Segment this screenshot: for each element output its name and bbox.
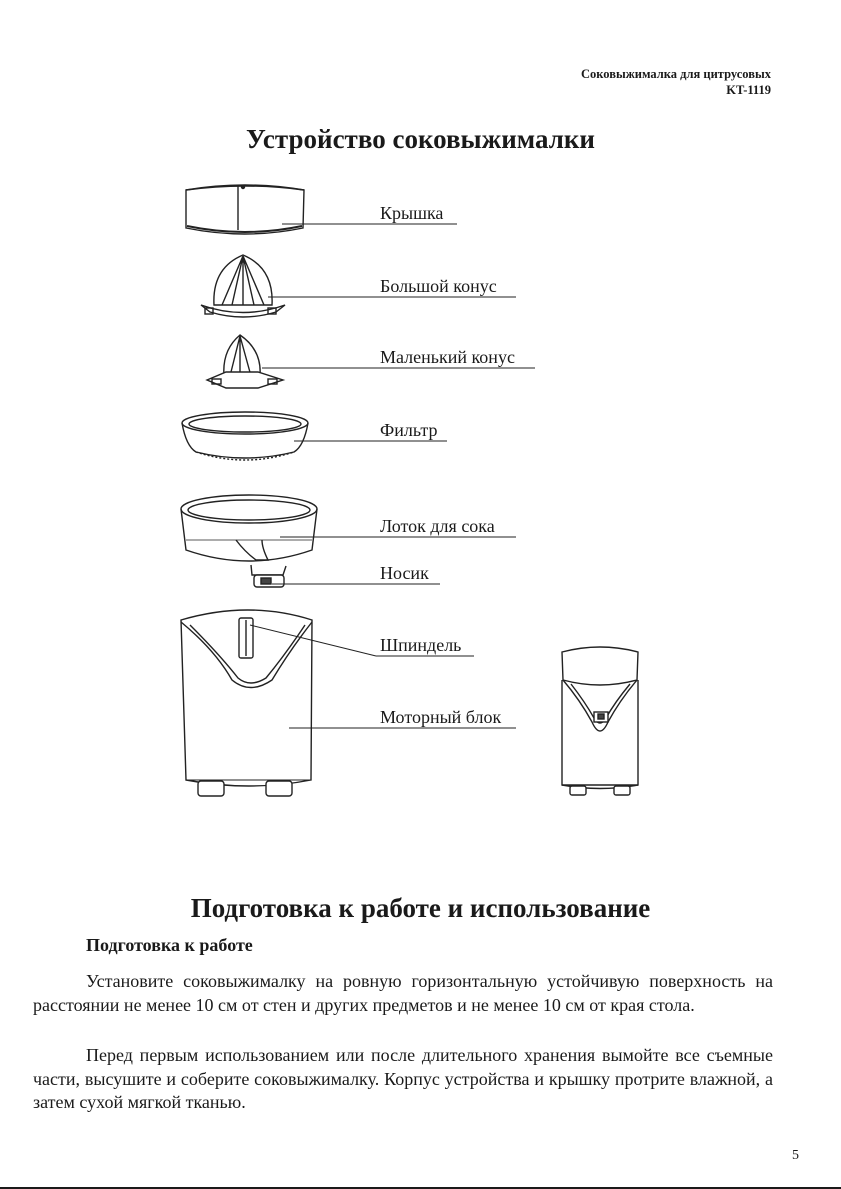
label-spout: Носик [380,563,429,583]
small-cone-illustration [207,335,283,388]
label-big-cone: Большой конус [380,276,497,296]
motor-block-illustration [181,610,312,796]
assembled-juicer-illustration [562,647,638,795]
big-cone-illustration [201,255,285,317]
header-model: KT-1119 [726,83,771,97]
section-title-device: Устройство соковыжималки [246,124,595,154]
juice-tray-illustration [181,495,317,561]
paragraph-1: Установите соковыжималку на ровную горизонтальную устойчивую поверхность на расстоянии не менее 10 см от стен и других предметов и не менее 10 см от края стола. [33,971,773,1015]
label-spindle: Шпиндель [380,635,462,655]
subsection-title: Подготовка к работе [86,935,253,955]
label-small-cone: Маленький конус [380,347,515,367]
label-filter: Фильтр [380,420,438,440]
filter-illustration [182,412,308,460]
label-lid: Крышка [380,203,444,223]
page-number: 5 [792,1148,799,1163]
paragraph-2: Перед первым использованием или после длительного хранения вымойте все съемные части, высушите и соберите соковыжималку. Корпус устройства и крышку протрите влажной, а затем сухой мягкой тканью. [33,1045,773,1112]
lid-illustration [186,185,304,234]
section-title-prep: Подготовка к работе и использование [190,893,651,923]
label-motor-block: Моторный блок [380,707,502,727]
header-product-name: Соковыжималка для цитрусовых [580,67,771,81]
label-juice-tray: Лоток для сока [380,516,495,536]
